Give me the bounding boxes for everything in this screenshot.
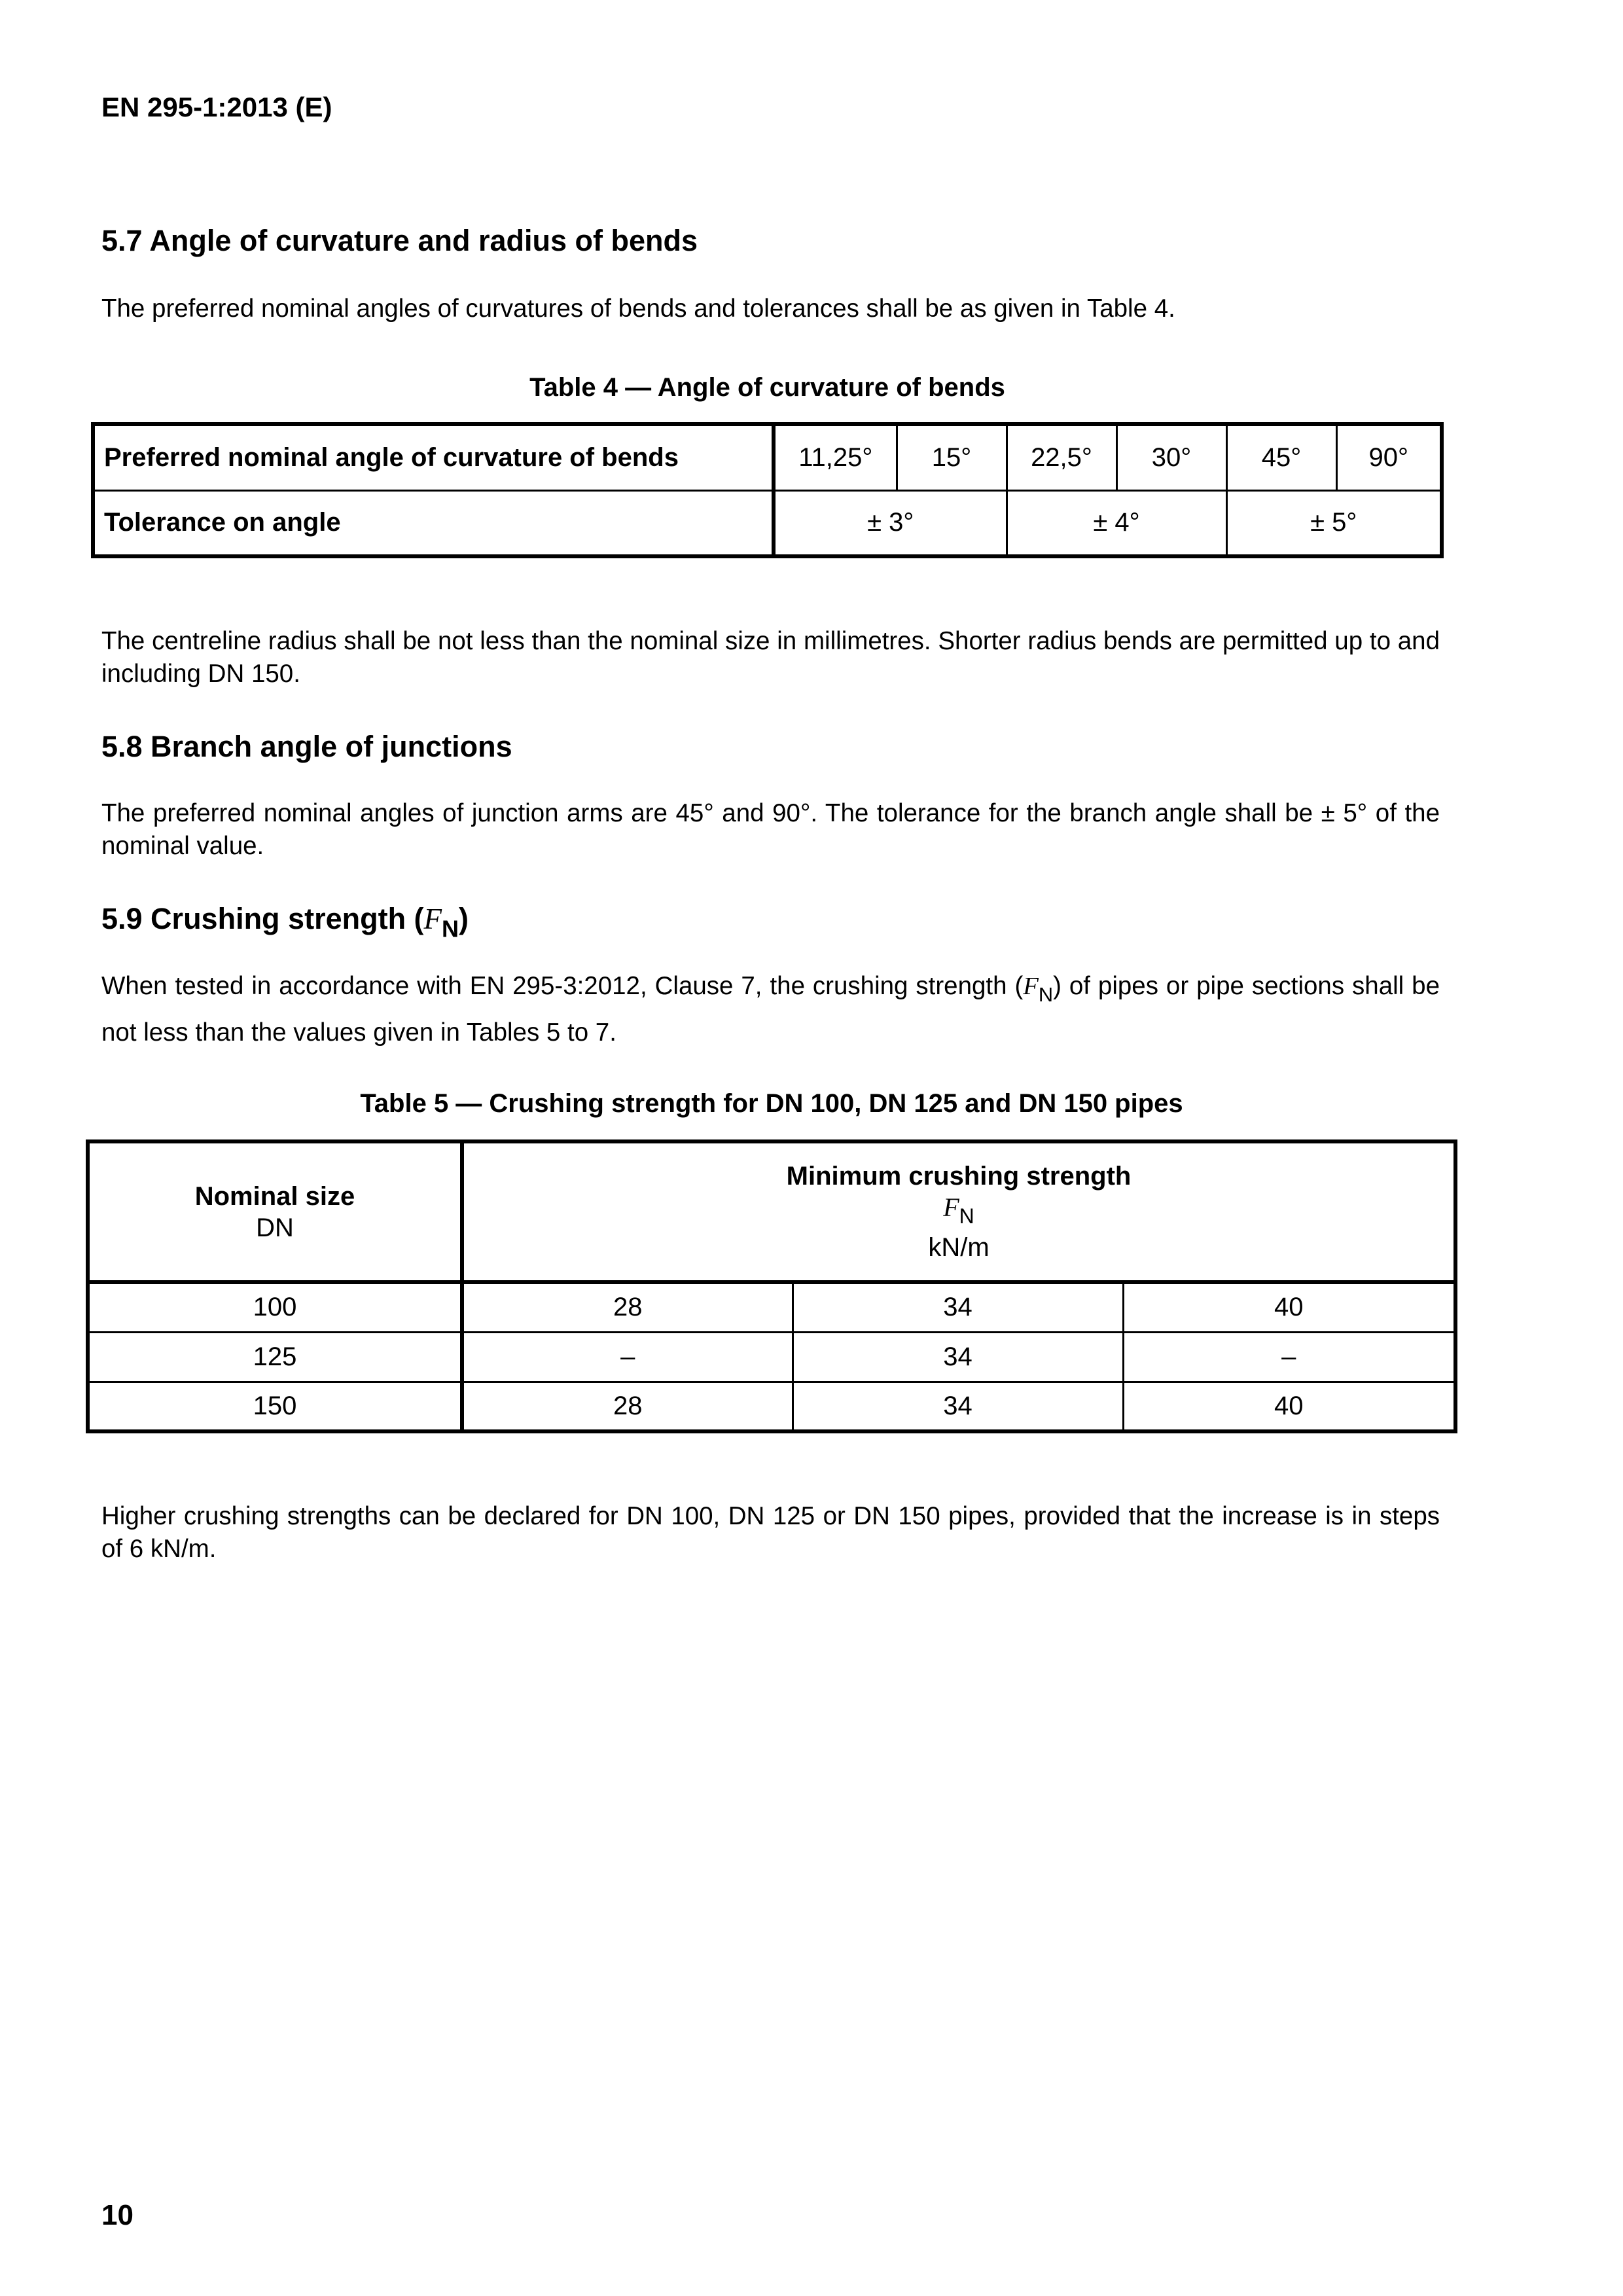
table-4-angle-cell: 45° <box>1226 424 1336 490</box>
table-5-nominal-size-label: Nominal size <box>194 1181 355 1211</box>
table-4 <box>91 422 1444 558</box>
document-header: EN 295-1:2013 (E) <box>101 92 332 122</box>
table-5-value-cell: 34 <box>793 1332 1123 1382</box>
section-5-9-text <box>101 967 1440 1052</box>
table-5-unit-label: kN/m <box>928 1233 990 1263</box>
table-5-strength-label: Minimum crushing strength <box>786 1161 1132 1191</box>
section-5-9-text-end: ) of pipes or pipe sections shall be not less than the values given in Tables 5 to 7. <box>101 972 1440 1047</box>
table-5-value-cell: 28 <box>462 1282 793 1332</box>
fn-subscript: N <box>442 915 459 942</box>
section-5-8-heading: 5.8 Branch angle of junctions <box>101 730 512 763</box>
table-5-dn-cell: 150 <box>88 1382 462 1431</box>
table-5-fn-label <box>464 1192 1454 1232</box>
table-5-value-cell: 40 <box>1123 1282 1455 1332</box>
table-5-dn-cell: 125 <box>88 1332 462 1382</box>
fn-subscript: N <box>1038 982 1054 1006</box>
table-4-angle-cell: 90° <box>1336 424 1442 490</box>
table-5-value-cell: 40 <box>1123 1382 1455 1431</box>
table-4-angle-cell: 22,5° <box>1007 424 1116 490</box>
table-5-value-cell: 34 <box>793 1382 1123 1431</box>
table-5-value-cell: 34 <box>793 1282 1123 1332</box>
section-5-7-heading: 5.7 Angle of curvature and radius of bends <box>101 224 698 257</box>
section-5-9-text-start: When tested in accordance with EN 295-3:2012, Clause 7, the crushing strength ( <box>101 972 1024 1000</box>
table-4-caption: Table 4 — Angle of curvature of bends <box>529 373 1005 402</box>
table-row <box>88 1282 1455 1332</box>
table-4-angle-cell: 15° <box>897 424 1007 490</box>
table-5-nominal-size-header <box>88 1141 462 1282</box>
table-4-tolerance-cell: ± 5° <box>1226 490 1442 556</box>
table-5-value-cell: – <box>1123 1332 1455 1382</box>
table-5-dn-cell: 100 <box>88 1282 462 1332</box>
table-5-header-row <box>88 1141 1455 1282</box>
table-4-tolerance-label: Tolerance on angle <box>93 490 774 556</box>
table-5-strength-header <box>462 1141 1455 1282</box>
section-5-9-heading-text: 5.9 Crushing strength ( <box>101 902 424 935</box>
table-4-angle-cell: 11,25° <box>774 424 897 490</box>
table-5-value-cell: – <box>462 1332 793 1382</box>
section-5-9-heading <box>101 902 469 943</box>
page-number: 10 <box>101 2199 134 2231</box>
table-4-tolerance-row <box>93 490 1442 556</box>
table-5-caption: Table 5 — Crushing strength for DN 100, DN 125 and DN 150 pipes <box>360 1089 1183 1118</box>
closing-parenthesis: ) <box>459 902 469 935</box>
table-row <box>88 1382 1455 1431</box>
table-row <box>88 1332 1455 1382</box>
table-5 <box>86 1139 1457 1433</box>
section-5-8-text: The preferred nominal angles of junction arms are 45° and 90°. The tolerance for the branch angle shall be ± 5° of the nominal value. <box>101 799 1440 860</box>
fn-symbol: F <box>423 903 442 935</box>
table-5-dn-label: DN <box>256 1213 294 1242</box>
table-4-tolerance-cell: ± 3° <box>774 490 1007 556</box>
fn-symbol: F <box>943 1192 959 1222</box>
table-4-angle-row <box>93 424 1442 490</box>
section-5-9-higher-strength-text: Higher crushing strengths can be declared for DN 100, DN 125 or DN 150 pipes, provided that the increase is in steps of 6 kN/m. <box>101 1502 1440 1563</box>
fn-symbol: F <box>1023 973 1039 1000</box>
table-5-value-cell: 28 <box>462 1382 793 1431</box>
section-5-7-intro: The preferred nominal angles of curvatures of bends and tolerances shall be as given in Table 4. <box>101 295 1175 323</box>
section-5-7-radius-text: The centreline radius shall be not less than the nominal size in millimetres. Shorter radius bends are permitted up to and including DN 150. <box>101 627 1440 688</box>
fn-subscript: N <box>959 1204 974 1229</box>
table-4-angle-cell: 30° <box>1116 424 1226 490</box>
table-4-tolerance-cell: ± 4° <box>1007 490 1226 556</box>
table-4-angle-label: Preferred nominal angle of curvature of bends <box>93 424 774 490</box>
